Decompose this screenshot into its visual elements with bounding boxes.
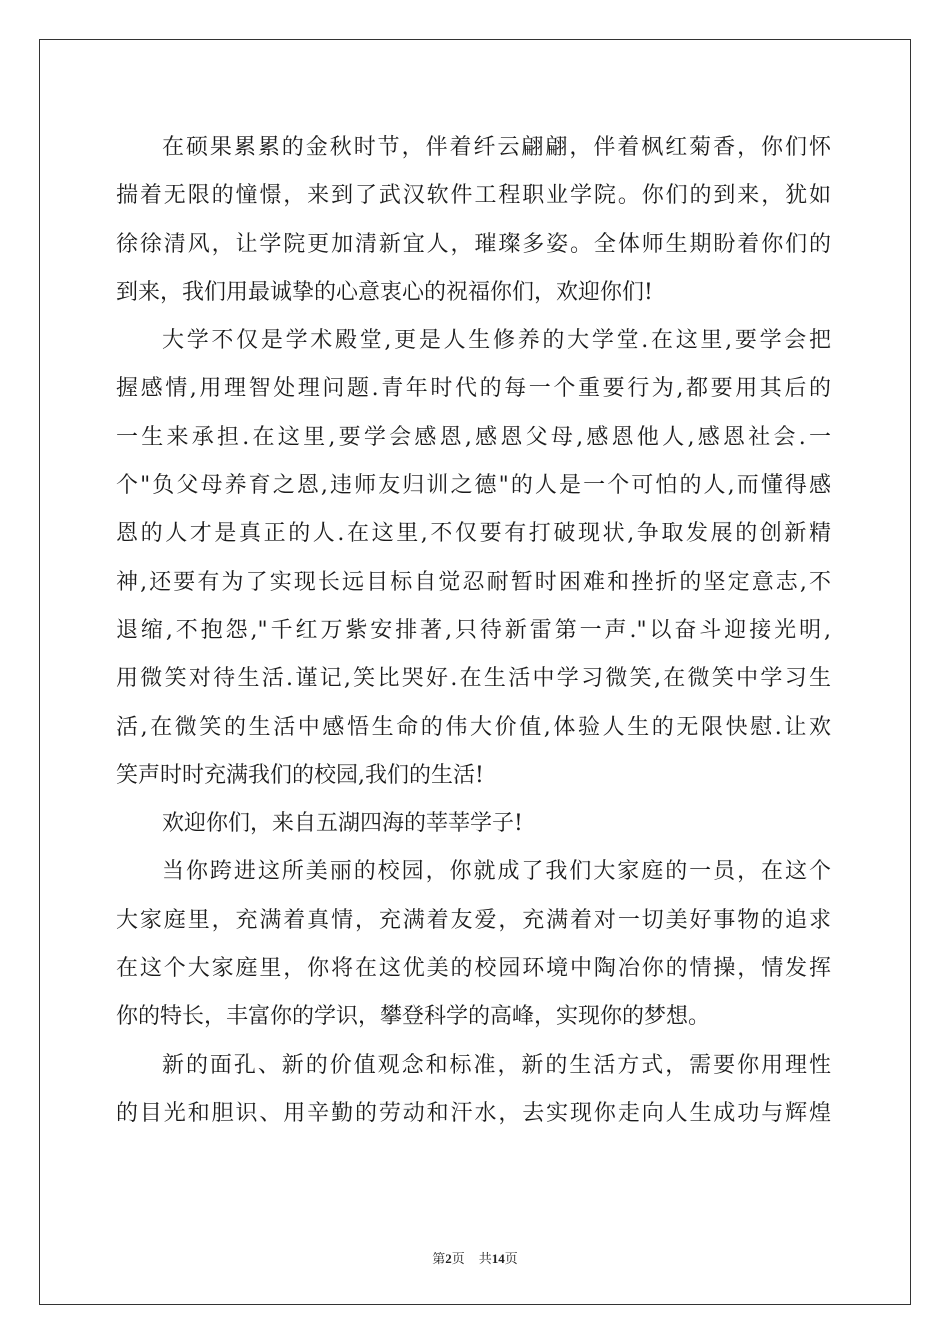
page-total: 14 (491, 1251, 505, 1266)
text-line: 你的特长，丰富你的学识，攀登科学的高峰，实现你的梦想。 (116, 1004, 711, 1030)
page-footer (0, 1248, 950, 1267)
text-line: 新的面孔、新的价值观念和标准，新的生活方式，需要你用理性 (162, 1052, 831, 1078)
text-line: 徐徐清风，让学院更加清新宜人，璀璨多姿。全体师生期盼着你们的 (116, 231, 831, 257)
text-line: 大家庭里，充满着真情，充满着友爱，充满着对一切美好事物的追求 (116, 907, 831, 933)
text-line: 神,还要有为了实现长远目标自觉忍耐暂时困难和挫折的坚定意志,不 (116, 569, 831, 595)
page-prefix: 第 (432, 1251, 446, 1266)
text-line: 在硕果累累的金秋时节，伴着纤云翩翩，伴着枫红菊香，你们怀 (162, 135, 831, 160)
text-line: 用微笑对待生活.谨记,笑比哭好.在生活中学习微笑,在微笑中学习生 (116, 666, 831, 692)
text-line: 恩的人才是真正的人.在这里,不仅要有打破现状,争取发展的创新精 (116, 521, 831, 547)
text-line: 欢迎你们，来自五湖四海的莘莘学子! (162, 811, 523, 837)
text-line: 的目光和胆识、用辛勤的劳动和汗水，去实现你走向人生成功与辉煌 (116, 1100, 831, 1126)
text-line: 退缩,不抱怨,"千红万紫安排著,只待新雷第一声."以奋斗迎接光明, (116, 617, 831, 643)
text-line: 活,在微笑的生活中感悟生命的伟大价值,体验人生的无限快慰.让欢 (116, 714, 831, 740)
text-line: 一生来承担.在这里,要学会感恩,感恩父母,感恩他人,感恩社会.一 (116, 424, 831, 450)
total-prefix: 共 (478, 1251, 492, 1266)
paragraph-3 (116, 800, 831, 848)
document-body (116, 124, 831, 1138)
text-line: 握感情,用理智处理问题.青年时代的每一个重要行为,都要用其后的 (116, 376, 831, 402)
text-line: 到来，我们用最诚挚的心意衷心的祝福你们，欢迎你们! (116, 279, 653, 305)
paragraph-5 (116, 1042, 831, 1139)
page-current: 2 (445, 1251, 452, 1266)
text-line: 揣着无限的憧憬，来到了武汉软件工程职业学院。你们的到来，犹如 (116, 183, 831, 209)
total-suffix: 页 (504, 1251, 518, 1266)
text-line: 当你跨进这所美丽的校园，你就成了我们大家庭的一员，在这个 (162, 859, 831, 885)
text-line: 在这个大家庭里，你将在这优美的校园环境中陶冶你的情操，情发挥 (116, 956, 831, 982)
paragraph-2 (116, 317, 831, 800)
page-suffix: 页 (451, 1251, 465, 1266)
text-line: 个"负父母养育之恩,违师友归训之德"的人是一个可怕的人,而懂得感 (116, 473, 831, 499)
paragraph-1 (116, 124, 831, 317)
text-line: 大学不仅是学术殿堂,更是人生修养的大学堂.在这里,要学会把 (162, 328, 831, 354)
text-line: 笑声时时充满我们的校园,我们的生活! (116, 762, 484, 788)
paragraph-4 (116, 848, 831, 1041)
